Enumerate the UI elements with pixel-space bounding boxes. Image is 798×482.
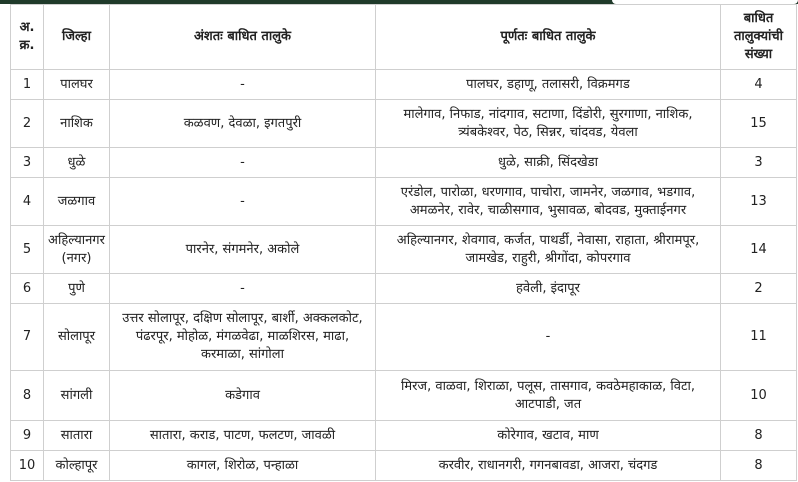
table-row: [11, 371, 797, 421]
cell-partial: -: [110, 274, 376, 304]
cell-sr: 10: [11, 451, 44, 481]
header-fully-affected: पूर्णतः बाधित तालुके: [376, 5, 721, 70]
header-district: जिल्हा: [44, 5, 110, 70]
cell-district: पालघर: [44, 70, 110, 100]
cell-sr: 2: [11, 100, 44, 148]
cell-count: 14: [721, 226, 797, 274]
cell-district: धुळे: [44, 148, 110, 178]
cell-sr: 5: [11, 226, 44, 274]
table-row: [11, 178, 797, 226]
cell-count: 11: [721, 304, 797, 371]
cell-district: नाशिक: [44, 100, 110, 148]
cell-district: पुणे: [44, 274, 110, 304]
cell-sr: 7: [11, 304, 44, 371]
cell-district: सोलापूर: [44, 304, 110, 371]
cell-full: -: [376, 304, 721, 371]
cell-full: हवेली, इंदापूर: [376, 274, 721, 304]
cell-partial: कळवण, देवळा, इगतपुरी: [110, 100, 376, 148]
cell-full: अहिल्यानगर, शेवगाव, कर्जत, पाथर्डी, नेवासा, राहाता, श्रीरामपूर, जामखेड, राहुरी, श्रीगोंदा, कोपरगाव: [376, 226, 721, 274]
cell-partial: पारनेर, संगमनेर, अकोले: [110, 226, 376, 274]
table-row: [11, 70, 797, 100]
cell-district: सातारा: [44, 421, 110, 451]
cell-district: अहिल्यानगर (नगर): [44, 226, 110, 274]
cell-sr: 6: [11, 274, 44, 304]
cell-sr: 3: [11, 148, 44, 178]
header-partially-affected: अंशतः बाधित तालुके: [110, 5, 376, 70]
cell-partial: -: [110, 148, 376, 178]
table-row: [11, 148, 797, 178]
cell-district: कोल्हापूर: [44, 451, 110, 481]
cell-full: मालेगाव, निफाड, नांदगाव, सटाणा, दिंडोरी, सुरगाणा, नाशिक, त्र्यंबकेश्वर, पेठ, सिन्नर, चांदवड, येवला: [376, 100, 721, 148]
cell-full: एरंडोल, पारोळा, धरणगाव, पाचोरा, जामनेर, जळगाव, भडगाव, अमळनेर, रावेर, चाळीसगाव, भुसावळ, बोदवड, मुक्ताईनगर: [376, 178, 721, 226]
affected-talukas-table: [10, 4, 797, 481]
table-row: [11, 421, 797, 451]
cell-partial: कडेगाव: [110, 371, 376, 421]
cell-count: 13: [721, 178, 797, 226]
cell-sr: 1: [11, 70, 44, 100]
table-header-row: [11, 5, 797, 70]
cell-full: कोरेगाव, खटाव, माण: [376, 421, 721, 451]
cell-full: धुळे, साक्री, सिंदखेडा: [376, 148, 721, 178]
header-sr-no: अ. क्र.: [11, 5, 44, 70]
cell-count: 10: [721, 371, 797, 421]
cell-sr: 8: [11, 371, 44, 421]
cell-full: मिरज, वाळवा, शिराळा, पलूस, तासगाव, कवठेमहाकाळ, विटा, आटपाडी, जत: [376, 371, 721, 421]
cell-full: पालघर, डहाणू, तलासरी, विक्रमगड: [376, 70, 721, 100]
cell-count: 8: [721, 451, 797, 481]
cell-district: जळगाव: [44, 178, 110, 226]
table-row: [11, 451, 797, 481]
header-affected-count: बाधित तालुक्यांची संख्या: [721, 5, 797, 70]
cell-partial: कागल, शिरोळ, पन्हाळा: [110, 451, 376, 481]
table-row: [11, 274, 797, 304]
cell-count: 8: [721, 421, 797, 451]
cell-count: 4: [721, 70, 797, 100]
cell-count: 2: [721, 274, 797, 304]
cell-district: सांगली: [44, 371, 110, 421]
table-row: [11, 304, 797, 371]
cell-count: 15: [721, 100, 797, 148]
cell-sr: 4: [11, 178, 44, 226]
cell-full: करवीर, राधानगरी, गगनबावडा, आजरा, चंदगड: [376, 451, 721, 481]
cell-partial: -: [110, 70, 376, 100]
cell-partial: -: [110, 178, 376, 226]
cell-partial: सातारा, कराड, पाटण, फलटण, जावळी: [110, 421, 376, 451]
cell-count: 3: [721, 148, 797, 178]
table-row: [11, 100, 797, 148]
table-row: [11, 226, 797, 274]
cell-partial: उत्तर सोलापूर, दक्षिण सोलापूर, बार्शी, अक्कलकोट, पंढरपूर, मोहोळ, मंगळवेढा, माळशिरस, माढा, करमाळा, सांगोला: [110, 304, 376, 371]
cell-sr: 9: [11, 421, 44, 451]
